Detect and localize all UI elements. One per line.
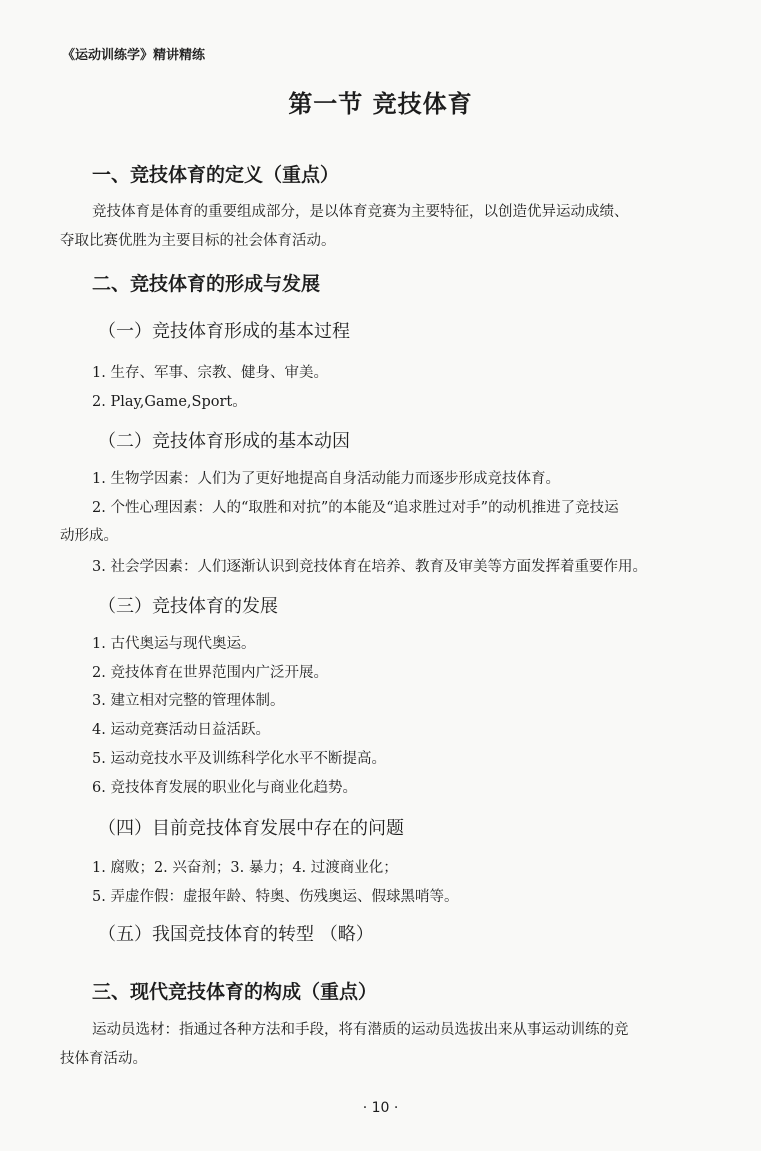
page-header: 《运动训练学》精讲精练 [62, 48, 206, 63]
composition-paragraph-line-1: 运动员选材：指通过各种方法和手段，将有潜质的运动员选拔出来从事运动训练的竞 [92, 1022, 629, 1038]
definition-paragraph-line-2: 夺取比赛优胜为主要目标的社会体育活动。 [60, 233, 336, 249]
list-item: 6. 竞技体育发展的职业化与商业化趋势。 [92, 780, 357, 796]
subsection-heading-development: （三）竞技体育的发展 [98, 596, 278, 617]
chapter-title: 第一节 竞技体育 [288, 90, 473, 118]
list-item: 3. 建立相对完整的管理体制。 [92, 693, 285, 709]
list-item: 2. 竞技体育在世界范围内广泛开展。 [92, 665, 328, 681]
list-item: 1. 生存、军事、宗教、健身、审美。 [92, 365, 328, 381]
section-heading-definition: 一、竞技体育的定义（重点） [92, 164, 340, 186]
list-item-continuation: 动形成。 [60, 528, 118, 544]
section-heading-formation: 二、竞技体育的形成与发展 [92, 273, 321, 295]
list-item: 3. 社会学因素：人们逐渐认识到竞技体育在培养、教育及审美等方面发挥着重要作用。 [92, 559, 647, 575]
list-item: 2. 个性心理因素：人的“取胜和对抗”的本能及“追求胜过对手”的动机推进了竞技运 [92, 500, 619, 516]
definition-paragraph-line-1: 竞技体育是体育的重要组成部分，是以体育竞赛为主要特征，以创造优异运动成绩、 [92, 204, 629, 220]
composition-paragraph-line-2: 技体育活动。 [60, 1051, 147, 1067]
page-number: · 10 · [362, 1100, 399, 1116]
list-item: 1. 生物学因素：人们为了更好地提高自身活动能力而逐步形成竞技体育。 [92, 471, 560, 487]
section-heading-composition: 三、现代竞技体育的构成（重点） [92, 981, 378, 1003]
list-item: 1. 腐败；2. 兴奋剂；3. 暴力；4. 过渡商业化； [92, 860, 398, 876]
list-item: 1. 古代奥运与现代奥运。 [92, 636, 256, 652]
list-item: 5. 运动竞技水平及训练科学化水平不断提高。 [92, 751, 386, 767]
subsection-heading-problems: （四）目前竞技体育发展中存在的问题 [98, 818, 404, 839]
subsection-heading-process: （一）竞技体育形成的基本过程 [98, 321, 350, 342]
list-item: 5. 弄虚作假：虚报年龄、特奥、伤残奥运、假球黑哨等。 [92, 889, 459, 905]
list-item: 4. 运动竞赛活动日益活跃。 [92, 722, 270, 738]
subsection-heading-transformation: （五）我国竞技体育的转型 （略） [98, 924, 374, 945]
subsection-heading-motives: （二）竞技体育形成的基本动因 [98, 431, 350, 452]
list-item: 2. Play,Game,Sport。 [92, 394, 247, 410]
